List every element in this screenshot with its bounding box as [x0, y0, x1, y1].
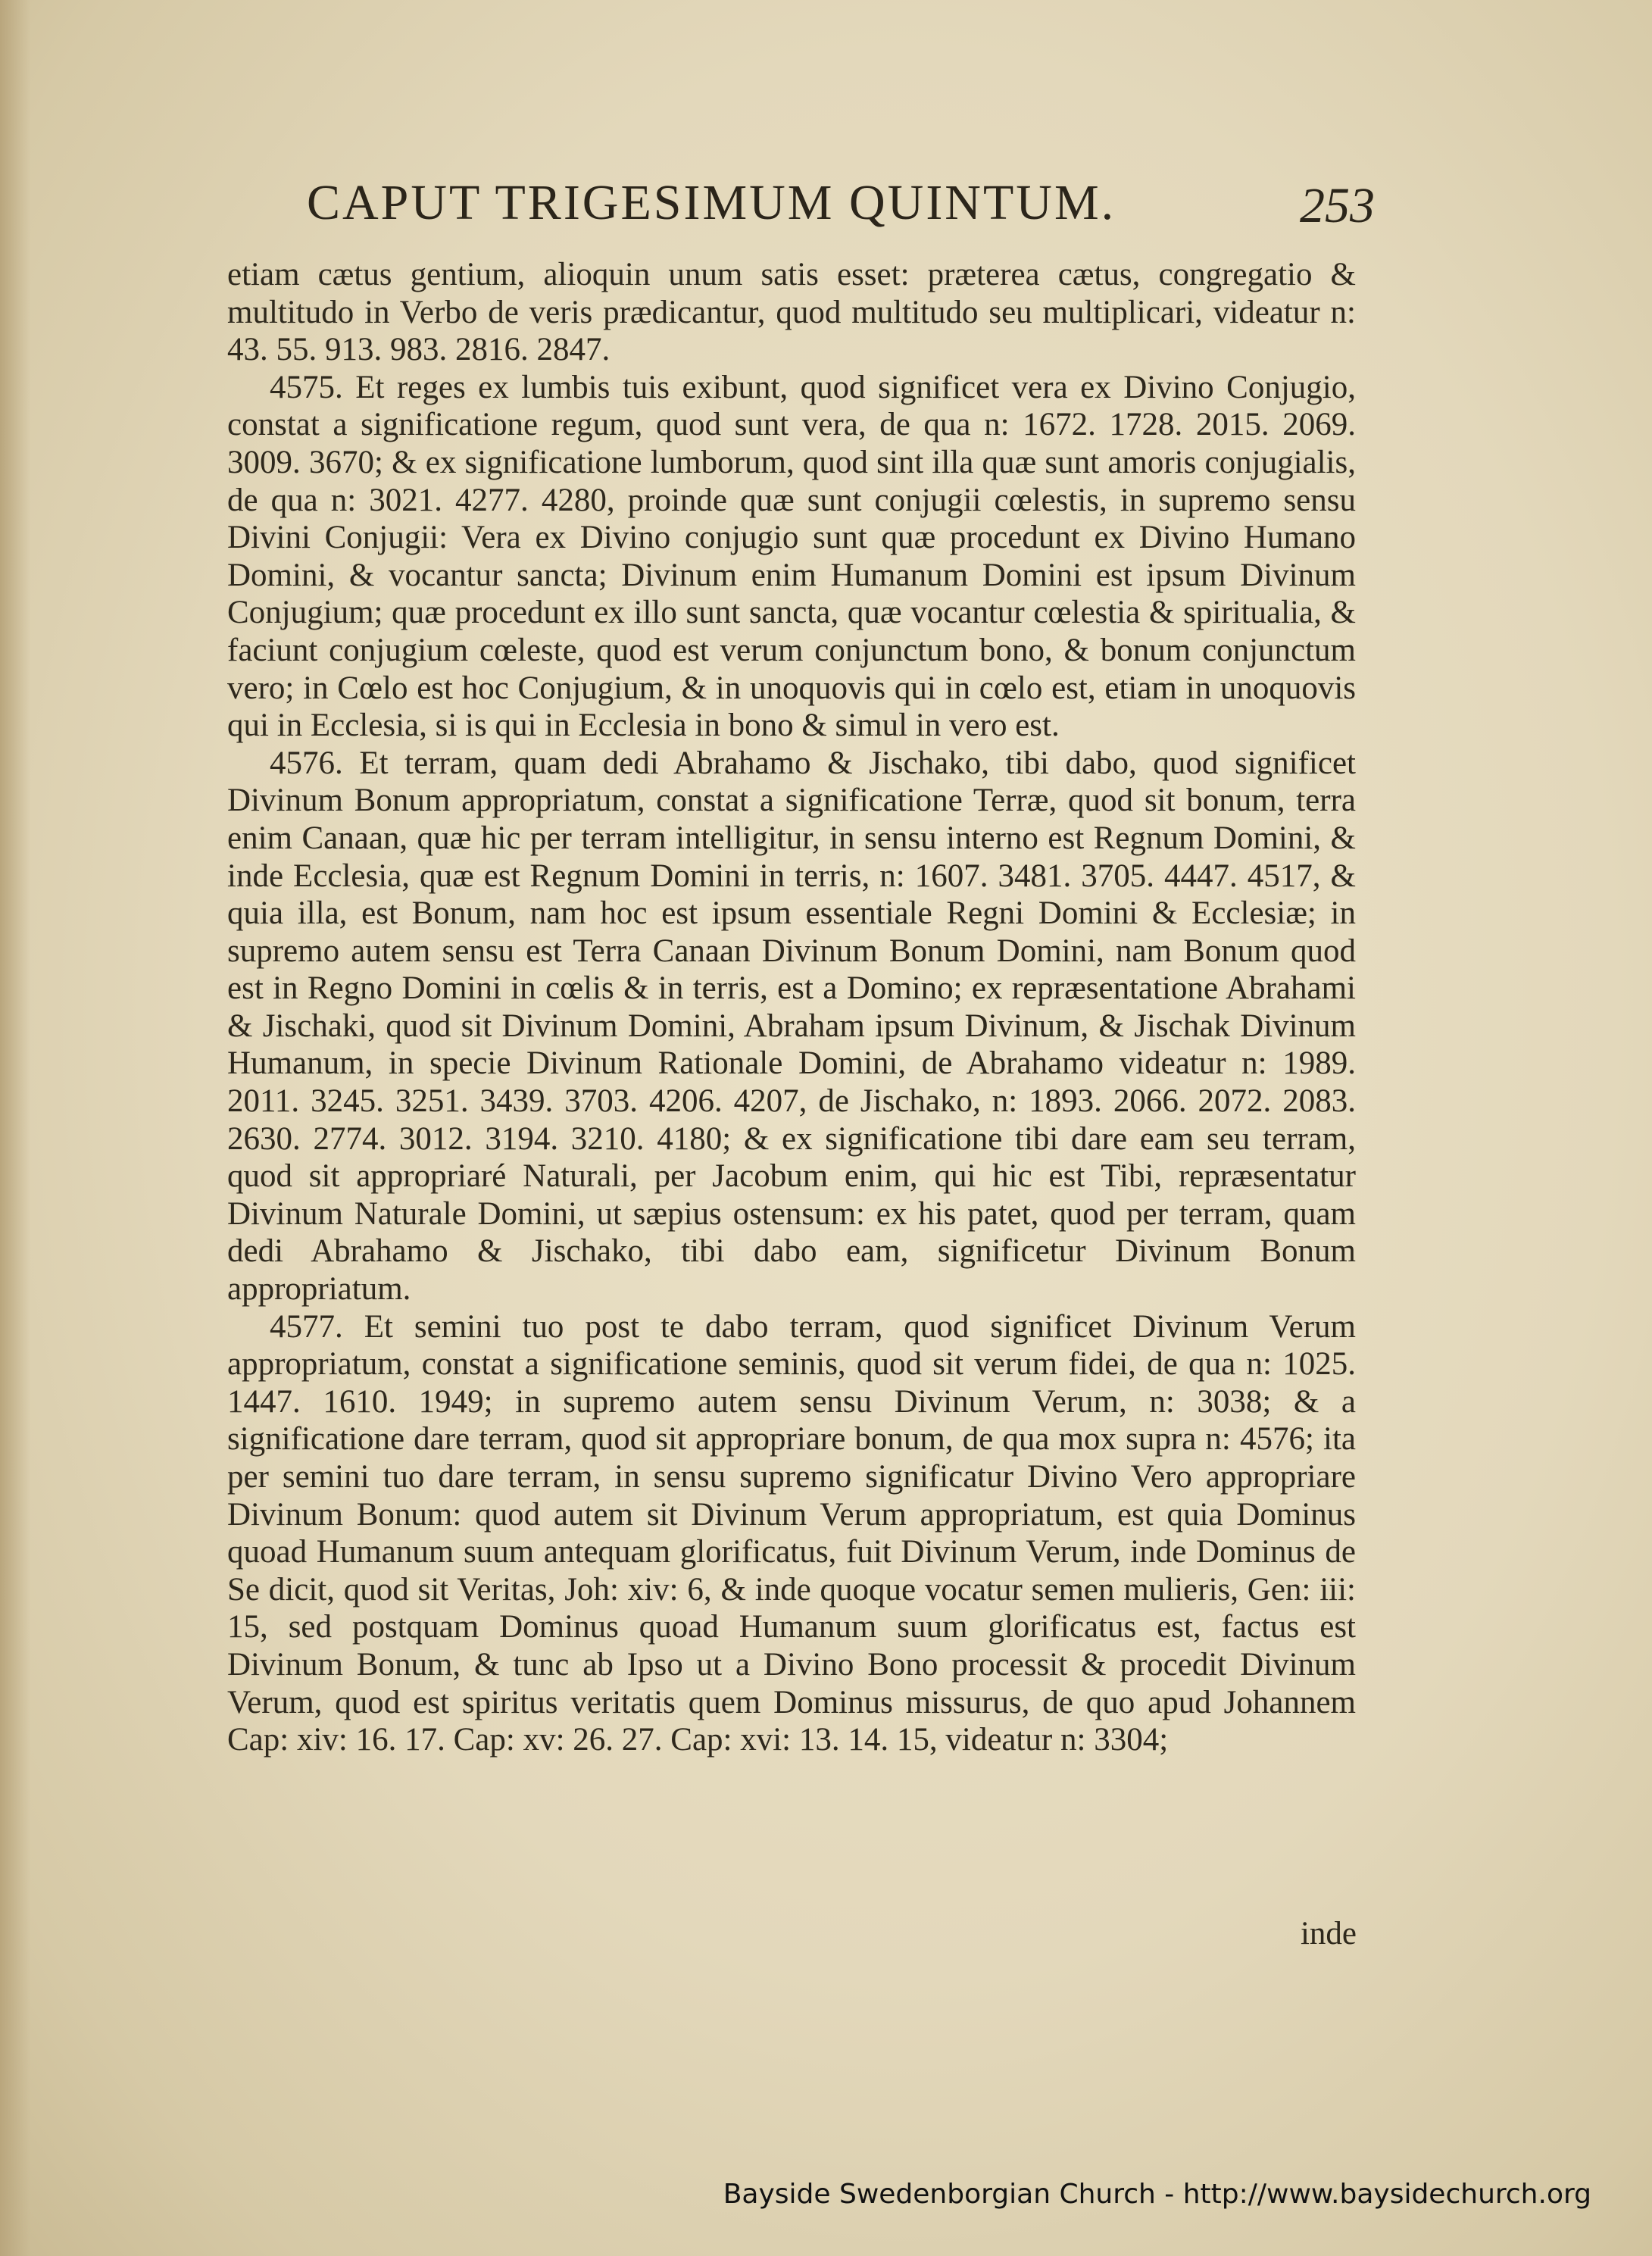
chapter-title: CAPUT TRIGESIMUM QUINTUM.: [307, 175, 1116, 230]
paragraph-4576: 4576. Et terram, quam dedi Abrahamo & Jischako, tibi dabo, quod significet Divinum Bonum appropriatum, constat a significatione Terræ, quod sit bonum, terra enim Canaan, quæ hic per terram intelligitur, in sensu interno est Regnum Domini, & inde Ecclesia, quæ est Regnum Domini in terris, n: 1607. 3481. 3705. 4447. 4517, & quia illa, est Bonum, nam hoc est ipsum essentiale Regni Domini & Ecclesiæ; in supremo autem sensu est Terra Canaan Divinum Bonum Domini, nam Bonum quod est in Regno Domini in cœlis & in terris, est a Domino; ex repræsentatione Abrahami & Jischaki, quod sit Divinum Domini, Abraham ipsum Divinum, & Jischak Divinum Humanum, in specie Divinum Rationale Domini, de Abrahamo videatur n: 1989. 2011. 3245. 3251. 3439. 3703. 4206. 4207, de Jischako, n: 1893. 2066. 2072. 2083. 2630. 2774. 3012. 3194. 3210. 4180; & ex significatione tibi dare eam seu terram, quod sit appropriaré Naturali, per Jacobum enim, qui hic est Tibi, repræsentatur Divinum Naturale Domini, ut sæpius ostensum: ex his patet, quod per terram, quam dedi Abrahamo & Jischako, tibi dabo eam, significetur Divinum Bonum appropriatum.: [227, 745, 1356, 1308]
paragraph-4577: 4577. Et semini tuo post te dabo terram, quod significet Divinum Verum appropriatum, constat a significatione seminis, quod sit verum fidei, de qua n: 1025. 1447. 1610. 1949; in supremo autem sensu Divinum Verum, n: 3038; & a significatione dare terram, quod sit appropriare bonum, de qua mox supra n: 4576; ita per semini tuo dare terram, in sensu supremo significatur Divino Vero appropriare Divinum Bonum: quod autem sit Divinum Verum appropriatum, est quia Dominus quoad Humanum suum antequam glorificatus, fuit Divinum Verum, inde Dominus de Se dicit, quod sit Veritas, Joh: xiv: 6, & inde quoque vocatur semen mulieris, Gen: iii: 15, sed postquam Dominus quoad Humanum suum glorificatus est, factus est Divinum Bonum, & tunc ab Ipso ut a Divino Bono processit & procedit Divinum Verum, quod est spiritus veritatis quem Dominus missurus, de quo apud Johannem Cap: xiv: 16. 17. Cap: xv: 26. 27. Cap: xvi: 13. 14. 15, videatur n: 3304;: [227, 1308, 1356, 1758]
paragraph-continuation: etiam cætus gentium, alioquin unum satis esset: præterea cætus, congregatio & multitudo in Verbo de veris prædicantur, quod multitudo seu multiplicari, videatur n: 43. 55. 913. 983. 2816. 2847.: [227, 257, 1356, 368]
body-text: [227, 256, 1356, 1759]
paragraph-4575: 4575. Et reges ex lumbis tuis exibunt, quod significet vera ex Divino Conjugio, constat a significatione regum, quod sunt vera, de qua n: 1672. 1728. 2015. 2069. 3009. 3670; & ex significatione lumborum, quod sint illa quæ sunt amoris conjugialis, de qua n: 3021. 4277. 4280, proinde quæ sunt conjugii cœlestis, in supremo sensu Divini Conjugii: Vera ex Divino conjugio sunt quæ procedunt ex Divino Humano Domini, & vocantur sancta; Divinum enim Humanum Domini est ipsum Divinum Conjugium; quæ procedunt ex illo sunt sancta, quæ vocantur cœlestia & spiritualia, & faciunt conjugium cœleste, quod est verum conjunctum bono, & bonum conjunctum vero; in Cœlo est hoc Conjugium, & in unoquovis qui in cœlo est, etiam in unoquovis qui in Ecclesia, si is qui in Ecclesia in bono & simul in vero est.: [227, 369, 1356, 744]
watermark-caption: Bayside Swedenborgian Church - http://www.baysidechurch.org: [723, 2179, 1591, 2210]
catchword: inde: [1300, 1916, 1357, 1951]
running-header: [307, 174, 1375, 242]
page-number: 253: [1300, 178, 1375, 233]
